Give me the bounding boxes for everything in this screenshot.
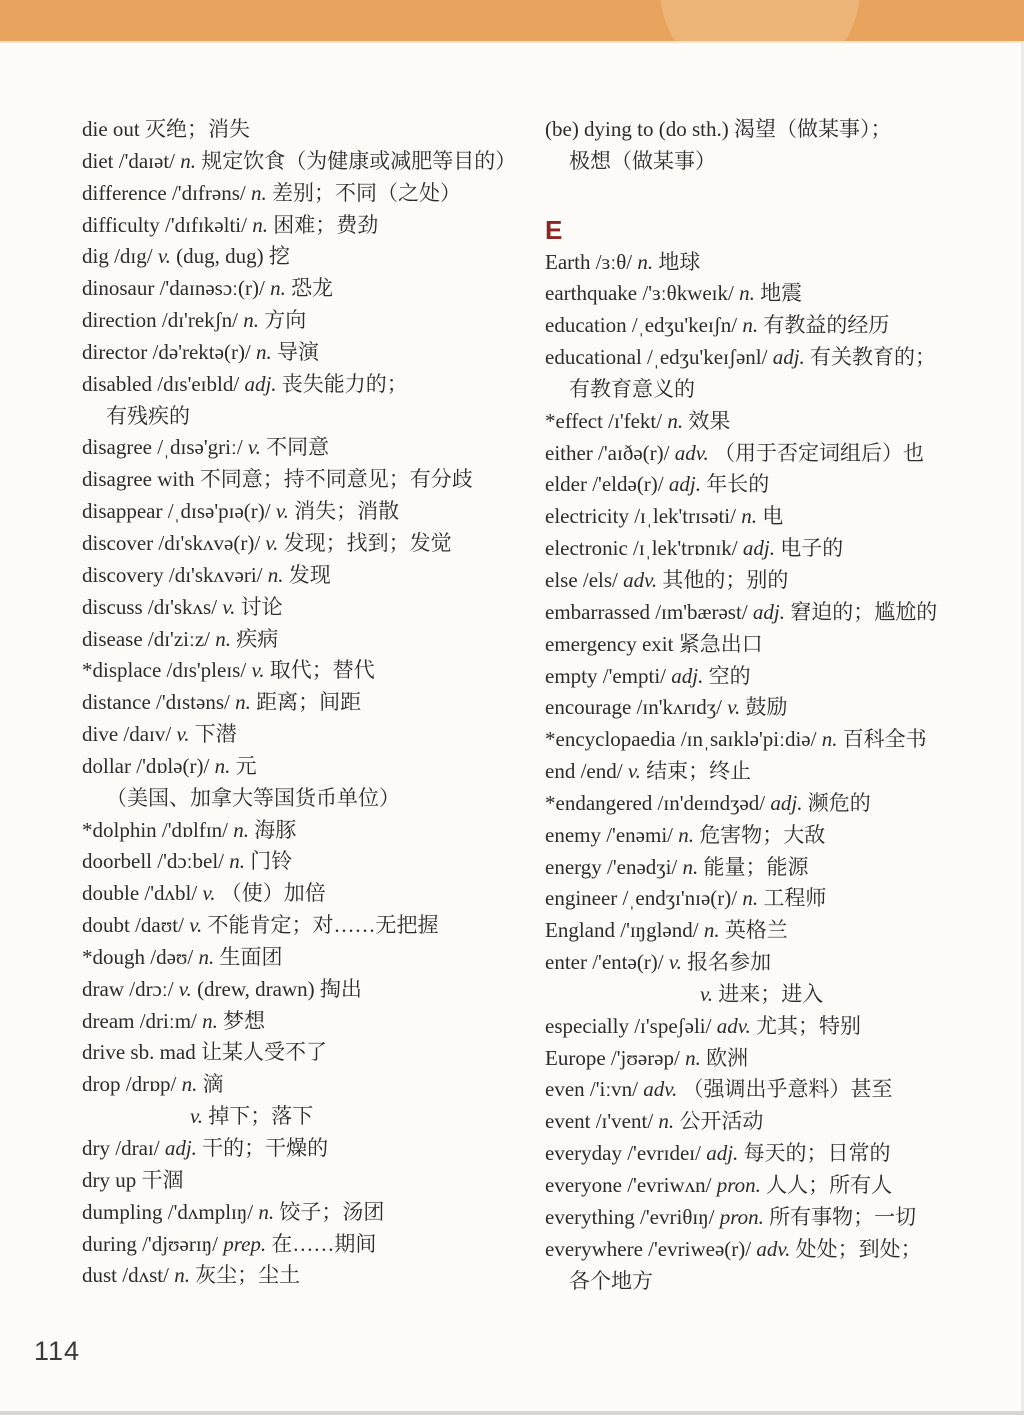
headword: drive sb. mad [82, 1040, 196, 1065]
definition: 海豚 [249, 817, 297, 842]
dict-entry [545, 1170, 1019, 1202]
definition: （使）加倍 [215, 881, 326, 906]
headword: doorbell /'dɔːbel/ [82, 849, 224, 874]
dict-entry [82, 496, 544, 528]
dict-entry [545, 342, 1019, 374]
definition: 导演 [271, 339, 320, 364]
dict-entry [545, 820, 1019, 852]
definition: 生面团 [214, 944, 283, 969]
pos-label: adj. [700, 1141, 739, 1166]
pos-label: adv. [711, 1013, 751, 1038]
dict-entry [82, 687, 544, 719]
definition: 尤其；特别 [750, 1013, 861, 1038]
dict-entry [545, 533, 1019, 565]
headword: discover /dɪ'skʌvə(r)/ [82, 530, 261, 555]
headword: empty /'empti/ [545, 663, 667, 688]
pos-label: n. [262, 562, 284, 587]
headword: Europe /'jʊərəp/ [545, 1045, 680, 1070]
definition: 百科全书 [837, 727, 927, 752]
pos-label: n. [209, 753, 231, 778]
headword: disappear /ˌdɪsə'pɪə(r)/ [82, 499, 271, 524]
definition: 年长的 [700, 472, 770, 497]
pos-label: n. [193, 944, 215, 969]
dict-entry [545, 629, 1019, 661]
pos-label: v. [197, 881, 216, 906]
definition: 下潜 [189, 722, 237, 747]
pos-label: n. [737, 886, 759, 911]
headword: distance /'dɪstəns/ [82, 690, 230, 715]
definition: 饺子；汤团 [274, 1199, 385, 1224]
headword: Earth /ɜːθ/ [545, 249, 633, 274]
headword: electricity /ɪˌlek'trɪsəti/ [545, 504, 736, 529]
definition: 公开活动 [674, 1109, 764, 1134]
headword: elder /'eldə(r)/ [545, 472, 664, 497]
dict-entry [82, 942, 544, 974]
dict-entry [545, 1074, 1019, 1106]
dict-entry [82, 1006, 544, 1038]
pos-label: adv. [751, 1236, 791, 1261]
definition: 干的；干燥的 [196, 1136, 329, 1160]
dict-entry [545, 1234, 1019, 1266]
dict-entry [545, 438, 1019, 470]
pos-label: adv. [638, 1077, 678, 1102]
definition: 每天的；日常的 [738, 1141, 891, 1166]
definition: 不同意 [260, 435, 330, 460]
headword: double /'dʌbl/ [82, 881, 198, 906]
headword: dust /dʌst/ [82, 1263, 169, 1288]
headword: especially /ɪ'speʃəli/ [545, 1013, 712, 1038]
pos-label: adv. [669, 440, 709, 465]
dict-entry [82, 146, 544, 178]
headword: *dough /dəʊ/ [82, 944, 194, 969]
definition: 濒危的 [802, 790, 871, 815]
dict-entry [545, 310, 1019, 342]
band-bottom-edge [0, 41, 1024, 43]
pos-label: adj. [765, 790, 803, 815]
dict-entry [82, 401, 544, 433]
definition: 有教育意义的 [569, 376, 695, 401]
definition: 有教益的经历 [758, 313, 890, 338]
headword: end /end/ [545, 759, 623, 784]
dict-entry [545, 1266, 1019, 1298]
dict-entry [545, 692, 1019, 724]
definition: 人人；所有人 [760, 1173, 893, 1197]
definition: （美国、加拿大等国货币单位） [106, 785, 400, 810]
dict-entry [545, 501, 1019, 533]
definition: 地震 [754, 281, 803, 306]
pos-label: n. [224, 849, 245, 874]
definition: 处处；到处； [790, 1236, 922, 1261]
pos-label: n. [210, 626, 231, 651]
definition: 极想（做某事） [569, 148, 716, 173]
dict-entry [545, 114, 1019, 146]
headword: educational /ˌedʒu'keɪʃənl/ [545, 345, 768, 370]
pos-label: v. [183, 913, 203, 938]
dict-entry [82, 655, 544, 687]
dict-entry [82, 1197, 544, 1229]
pos-label: n. [229, 690, 251, 715]
page-top-border [0, 0, 1024, 41]
definition: 取代；替代 [264, 658, 375, 683]
dict-entry [82, 624, 544, 656]
pos-label: n. [677, 854, 699, 879]
dict-entry [545, 1202, 1019, 1234]
definition: 电子的 [774, 536, 844, 561]
definition: (dug, dug) 挖 [170, 244, 290, 269]
definition: （用于否定词组后）也 [708, 440, 924, 465]
dict-entry [82, 305, 544, 337]
pos-label: n. [176, 1072, 198, 1097]
definition: （强调出乎意料）甚至 [677, 1077, 893, 1102]
page-number: 114 [34, 1336, 81, 1366]
definition: 进来；进入 [713, 981, 824, 1006]
headword: everyone /'evriwʌn/ [545, 1173, 712, 1197]
definition: 门铃 [245, 849, 293, 874]
definition: 不能肯定；对……无把握 [202, 913, 439, 938]
headword: disagree /ˌdɪsə'griː/ [82, 435, 243, 460]
pos-label: v. [622, 759, 641, 784]
glossary-column-right [545, 114, 1019, 1297]
dict-entry [545, 724, 1019, 756]
definition: 工程师 [758, 886, 827, 911]
headword: difficulty /'dɪfɪkəlti/ [82, 212, 247, 237]
dict-entry [545, 278, 1019, 310]
headword: dinosaur /'daɪnəsɔː(r)/ [82, 276, 265, 301]
definition: 能量；能源 [698, 854, 809, 879]
definition: 结束；终止 [640, 759, 752, 784]
dict-entry [545, 788, 1019, 820]
definition: 在……期间 [266, 1231, 377, 1256]
definition: 窘迫的；尴尬的 [785, 599, 938, 624]
dict-entry [545, 374, 1019, 406]
dict-entry [545, 756, 1019, 788]
definition: 空的 [703, 663, 751, 688]
dict-entry [545, 469, 1019, 501]
definition: 规定饮食（为健康或减肥等目的） [196, 148, 517, 173]
pos-label: n. [245, 180, 267, 205]
headword: dry /draɪ/ [82, 1136, 160, 1160]
dict-entry [82, 1165, 544, 1197]
dict-entry [82, 178, 544, 210]
dict-entry [82, 241, 544, 273]
pos-label: n. [673, 822, 694, 847]
dict-entry [545, 406, 1019, 438]
pos-label: n. [733, 281, 755, 306]
definition: 欧洲 [700, 1045, 749, 1070]
definition: 灰尘；尘土 [189, 1263, 301, 1288]
headword: enemy /'enəmi/ [545, 822, 673, 847]
pos-label: n. [253, 1199, 275, 1224]
dict-entry [545, 597, 1019, 629]
definition: 紧急出口 [673, 631, 763, 656]
definition: 讨论 [235, 594, 283, 619]
headword: drop /drɒp/ [82, 1072, 177, 1097]
definition: 有关教育的； [804, 345, 937, 370]
headword: electronic /ɪˌlek'trɒnɪk/ [545, 536, 738, 561]
pos-label: n. [246, 212, 268, 237]
headword: dollar /'dɒlə(r)/ [82, 753, 210, 778]
dict-entry [545, 1043, 1019, 1075]
definition: 地球 [653, 249, 701, 274]
definition: 梦想 [217, 1008, 266, 1033]
pos-label: n. [698, 918, 720, 943]
headword: during /'djʊərɪŋ/ [82, 1231, 218, 1256]
pos-label: v. [217, 594, 236, 619]
dict-entry [545, 146, 1019, 178]
pos-label: adj. [737, 536, 775, 561]
definition: 距离；间距 [250, 690, 362, 715]
pos-label: n. [196, 1008, 218, 1033]
dict-entry [82, 528, 544, 560]
dict-entry [545, 947, 1019, 979]
pos-label: v. [246, 658, 265, 683]
headword: else /els/ [545, 567, 618, 592]
headword: dumpling /'dʌmplɪŋ/ [82, 1199, 254, 1224]
definition: 所有事物；一切 [763, 1204, 917, 1229]
headword: everyday /'evrɪdeɪ/ [545, 1141, 701, 1166]
headword: discuss /dɪ'skʌs/ [82, 594, 218, 619]
definition: 发现；找到；发觉 [278, 530, 452, 555]
headword: *endangered /ɪn'deɪndʒəd/ [545, 790, 766, 815]
pos-label: n. [228, 817, 250, 842]
headword: everywhere /'evriweə(r)/ [545, 1236, 752, 1261]
headword: event /ɪ'vent/ [545, 1109, 654, 1134]
definition: 差别；不同（之处） [266, 180, 461, 205]
dict-entry [545, 1138, 1019, 1170]
pos-label: n. [735, 504, 757, 529]
pos-label: n. [264, 276, 286, 301]
definition: 恐龙 [285, 276, 334, 301]
headword: encourage /ɪn'kʌrɪdʒ/ [545, 695, 722, 720]
pos-label: n. [653, 1109, 675, 1134]
glossary-column-left [82, 114, 544, 1292]
dict-entry [545, 915, 1019, 947]
dict-entry [545, 1106, 1019, 1138]
pos-label: n. [679, 1045, 701, 1070]
definition: 丧失能力的； [276, 371, 408, 396]
dict-entry [82, 719, 544, 751]
headword: energy /'enədʒi/ [545, 854, 678, 879]
section-letter: E [545, 214, 563, 245]
dict-entry [82, 815, 544, 847]
headword: discovery /dɪ'skʌvəri/ [82, 562, 263, 587]
dict-entry [82, 273, 544, 305]
dict-entry [82, 783, 544, 815]
pos-label: n. [250, 339, 272, 364]
pos-label: v. [663, 950, 682, 975]
definition: 不同意；持不同意见；有分歧 [194, 467, 473, 492]
headword: *encyclopaedia /ɪnˌsaɪklə'piːdiə/ [545, 727, 817, 752]
decorative-circle [660, 0, 860, 41]
dict-entry [545, 247, 1019, 279]
dict-entry [82, 464, 544, 496]
pos-label: adv. [617, 567, 658, 592]
headword: draw /drɔː/ [82, 976, 174, 1001]
dict-entry [82, 1101, 544, 1133]
page-bottom-edge [0, 1411, 1024, 1415]
headword: die out [82, 117, 140, 141]
definition: 方向 [258, 308, 307, 333]
headword: (be) dying to (do sth.) [545, 117, 729, 141]
pos-label: adj. [767, 345, 805, 370]
headword: disabled /dɪs'eɪbld/ [82, 371, 240, 396]
dict-entry [545, 979, 1019, 1011]
definition: 元 [230, 753, 257, 778]
dict-entry [82, 1229, 544, 1261]
definition: 让某人受不了 [195, 1040, 327, 1065]
definition: (drew, drawn) 掏出 [191, 976, 362, 1001]
dict-entry [82, 751, 544, 783]
dict-entry [82, 846, 544, 878]
dict-entry [82, 337, 544, 369]
pos-label: n. [632, 249, 654, 274]
pos-label: adj. [747, 599, 785, 624]
pos-label: v. [700, 981, 714, 1006]
pos-label: v. [260, 530, 279, 555]
dict-entry [82, 878, 544, 910]
dict-entry [545, 1011, 1019, 1043]
headword: dive /daɪv/ [82, 722, 172, 747]
definition: 滴 [197, 1072, 224, 1097]
dict-entry [82, 114, 544, 146]
headword: doubt /daʊt/ [82, 913, 184, 938]
pos-label: v. [173, 976, 192, 1001]
dict-entry [82, 910, 544, 942]
pos-label: v. [152, 244, 171, 269]
definition: 电 [756, 504, 784, 529]
definition: 各个地方 [569, 1268, 653, 1293]
dict-entry [82, 1133, 544, 1165]
definition: 困难；费劲 [267, 212, 379, 237]
dict-entry [82, 1037, 544, 1069]
headword: either /'aɪðə(r)/ [545, 440, 670, 465]
headword: everything /'evriθɪŋ/ [545, 1204, 715, 1229]
definition: 其他的；别的 [657, 567, 789, 592]
headword: England /'ɪŋglənd/ [545, 918, 699, 943]
dict-entry [82, 1260, 544, 1292]
definition: 报名参加 [681, 950, 772, 975]
headword: director /də'rektə(r)/ [82, 339, 251, 364]
definition: 鼓励 [740, 695, 788, 720]
dict-entry [545, 661, 1019, 693]
headword: enter /'entə(r)/ [545, 950, 664, 975]
dict-entry [82, 560, 544, 592]
definition: 消失；消散 [288, 499, 400, 524]
pos-label: n. [662, 408, 684, 433]
pos-label: v. [270, 499, 289, 524]
headword: difference /'dɪfrəns/ [82, 180, 246, 205]
headword: education /ˌedʒu'keɪʃn/ [545, 313, 738, 338]
pos-label: adj. [159, 1136, 197, 1160]
dict-entry [82, 974, 544, 1006]
definition: 渴望（做某事）； [728, 117, 892, 141]
headword: *dolphin /'dɒlfɪn/ [82, 817, 229, 842]
pos-label: v. [721, 695, 741, 720]
headword: emergency exit [545, 631, 674, 656]
dict-entry [82, 432, 544, 464]
dict-entry [82, 210, 544, 242]
pos-label: pron. [711, 1173, 761, 1197]
pos-label: prep. [217, 1231, 267, 1256]
headword: embarrassed /ɪm'bærəst/ [545, 599, 748, 624]
headword: dig /dɪg/ [82, 244, 153, 269]
dict-entry [545, 883, 1019, 915]
dict-entry [545, 565, 1019, 597]
headword: direction /dɪ'rekʃn/ [82, 308, 238, 333]
definition: 危害物；大敌 [694, 822, 826, 847]
dict-entry [82, 1069, 544, 1101]
pos-label: n. [168, 1263, 190, 1288]
pos-label: adj. [666, 663, 704, 688]
pos-label: n. [237, 308, 259, 333]
definition: 疾病 [231, 626, 279, 651]
headword: dry up [82, 1167, 137, 1192]
definition: 有残疾的 [106, 403, 190, 428]
headword: *effect /ɪ'fekt/ [545, 408, 663, 433]
headword: dream /driːm/ [82, 1008, 197, 1033]
pos-label: v. [171, 722, 190, 747]
dict-entry [82, 369, 544, 401]
headword: engineer /ˌendʒɪ'nɪə(r)/ [545, 886, 738, 911]
headword: disagree with [82, 467, 195, 492]
headword: even /'iːvn/ [545, 1077, 639, 1102]
pos-label: v. [242, 435, 261, 460]
definition: 发现 [283, 562, 331, 587]
dict-entry [545, 852, 1019, 884]
definition: 掉下；落下 [203, 1104, 314, 1129]
pos-label: v. [190, 1104, 204, 1129]
pos-label: pron. [714, 1204, 764, 1229]
pos-label: n. [737, 313, 759, 338]
pos-label: n. [175, 148, 197, 173]
headword: earthquake /'ɜːθkweɪk/ [545, 281, 734, 306]
definition: 干涸 [136, 1167, 184, 1192]
pos-label: adj. [663, 472, 701, 497]
headword: diet /'daɪət/ [82, 148, 176, 173]
definition: 英格兰 [719, 918, 788, 943]
pos-label: n. [816, 727, 838, 752]
headword: *displace /dɪs'pleɪs/ [82, 658, 247, 683]
definition: 效果 [683, 408, 731, 433]
headword: disease /dɪ'ziːz/ [82, 626, 210, 651]
dict-entry [82, 592, 544, 624]
definition: 灭绝；消失 [139, 117, 250, 141]
pos-label: adj. [239, 371, 277, 396]
